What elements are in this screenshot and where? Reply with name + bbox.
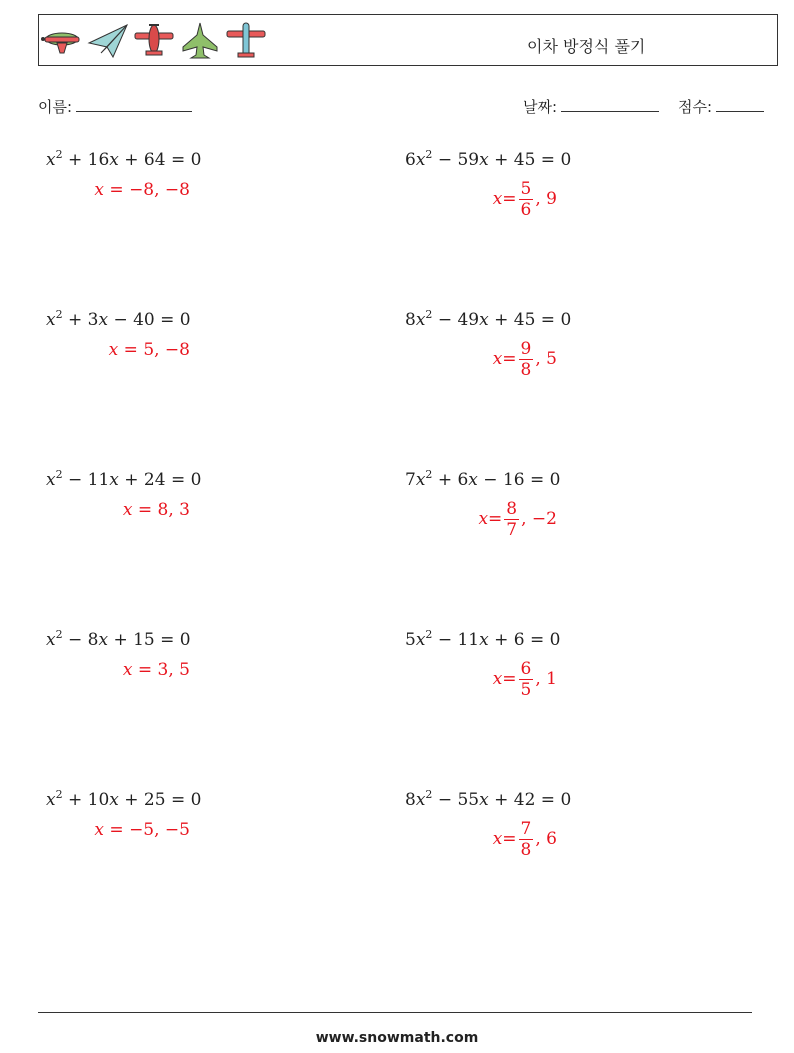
solution-rest: , −2: [521, 509, 557, 529]
solution-rest: , 9: [535, 189, 557, 209]
coefficient-b: + 10: [62, 790, 110, 810]
variable-x: x: [98, 310, 109, 330]
exponent: 2: [55, 148, 63, 161]
exponent: 2: [425, 468, 433, 481]
solution: [493, 656, 557, 702]
constant-term: − 40 = 0: [108, 310, 191, 330]
solution-equals: =: [502, 349, 517, 369]
solution-variable: x: [492, 349, 503, 369]
equation: [405, 630, 560, 650]
fraction-denominator: 7: [506, 519, 518, 540]
name-label: 이름:: [38, 98, 73, 116]
equation: [405, 790, 571, 810]
solution-variable: x: [94, 820, 104, 840]
solution-fraction: [519, 819, 534, 860]
solution-equals: =: [502, 189, 517, 209]
solution: [493, 176, 557, 222]
exponent: 2: [55, 628, 63, 641]
fraction-denominator: 6: [520, 199, 532, 220]
solution: [493, 816, 557, 862]
coefficient-a: 8: [405, 310, 416, 330]
fraction-denominator: 8: [520, 839, 532, 860]
variable-x: x: [468, 470, 478, 490]
solution: [94, 820, 190, 840]
equation: [46, 790, 201, 810]
solution-variable: x: [492, 189, 503, 209]
red-airplane-icon: [133, 21, 175, 61]
airplane-icons: [41, 21, 267, 61]
variable-x: x: [46, 310, 56, 330]
constant-term: + 15 = 0: [108, 630, 191, 650]
page-title: 이차 방정식 풀기: [527, 37, 646, 56]
coefficient-b: − 59: [432, 150, 480, 170]
solution-fraction: [519, 659, 534, 700]
equation: [405, 310, 571, 330]
solution-equals: =: [104, 820, 130, 840]
fraction-numerator: 9: [520, 338, 532, 359]
variable-x: x: [415, 470, 426, 490]
coefficient-b: + 3: [62, 310, 99, 330]
propeller-plane-icon: [41, 21, 83, 61]
footer-site: www.snowmath.com: [315, 1030, 479, 1046]
equation: [46, 470, 201, 490]
solution-variable: x: [492, 829, 503, 849]
coefficient-b: − 49: [432, 310, 480, 330]
equation: [46, 150, 201, 170]
fraction-numerator: 8: [506, 498, 518, 519]
date-label: 날짜:: [523, 98, 558, 116]
solution: [123, 500, 190, 520]
constant-term: − 16 = 0: [477, 470, 561, 490]
paper-plane-icon: [87, 21, 129, 61]
score-blank[interactable]: [716, 99, 764, 112]
variable-x: x: [46, 630, 56, 650]
solution-fraction: [519, 339, 534, 380]
coefficient-a: 7: [405, 470, 416, 490]
score-label: 점수:: [678, 98, 713, 116]
name-field: [38, 96, 192, 117]
solution-fraction: [519, 179, 534, 220]
solution-rest: , 6: [535, 829, 557, 849]
coefficient-b: − 55: [432, 790, 480, 810]
exponent: 2: [425, 788, 433, 801]
exponent: 2: [55, 308, 63, 321]
solution: [478, 496, 557, 542]
solution-variable: x: [122, 660, 133, 680]
solution: [94, 180, 190, 200]
solution-variable: x: [492, 669, 503, 689]
constant-term: + 64 = 0: [118, 150, 202, 170]
variable-x: x: [109, 790, 119, 810]
solution-equals: =: [118, 340, 144, 360]
fraction-denominator: 5: [520, 679, 532, 700]
variable-x: x: [479, 310, 489, 330]
solution: [109, 340, 190, 360]
fraction-denominator: 8: [520, 359, 532, 380]
variable-x: x: [109, 470, 119, 490]
solution-equals: =: [502, 669, 517, 689]
coefficient-b: − 8: [62, 630, 99, 650]
fraction-numerator: 7: [520, 818, 532, 839]
solution-variable: x: [94, 180, 104, 200]
solution-variable: x: [478, 509, 489, 529]
variable-x: x: [109, 150, 119, 170]
coefficient-b: + 6: [432, 470, 469, 490]
solution: [493, 336, 557, 382]
solution-equals: =: [104, 180, 130, 200]
solution-values: 5, −8: [143, 340, 190, 360]
exponent: 2: [55, 788, 63, 801]
solution: [123, 660, 190, 680]
equation: [405, 470, 560, 490]
jet-fighter-icon: [179, 21, 221, 61]
fraction-numerator: 5: [520, 178, 532, 199]
coefficient-b: − 11: [62, 470, 110, 490]
coefficient-a: 8: [405, 790, 416, 810]
variable-x: x: [479, 630, 489, 650]
variable-x: x: [415, 790, 426, 810]
solution-equals: =: [132, 660, 158, 680]
variable-x: x: [415, 630, 426, 650]
biplane-icon: [225, 21, 267, 61]
coefficient-b: + 16: [62, 150, 110, 170]
variable-x: x: [46, 470, 56, 490]
constant-term: + 6 = 0: [488, 630, 561, 650]
name-blank[interactable]: [76, 99, 192, 112]
variable-x: x: [46, 790, 56, 810]
date-blank[interactable]: [561, 99, 659, 112]
coefficient-b: − 11: [432, 630, 480, 650]
variable-x: x: [415, 310, 426, 330]
variable-x: x: [46, 150, 56, 170]
coefficient-a: 6: [405, 150, 416, 170]
constant-term: + 42 = 0: [488, 790, 572, 810]
exponent: 2: [425, 148, 433, 161]
equation: [46, 310, 191, 330]
equation: [405, 150, 571, 170]
constant-term: + 25 = 0: [118, 790, 202, 810]
solution-equals: =: [132, 500, 158, 520]
solution-equals: =: [502, 829, 517, 849]
constant-term: + 45 = 0: [488, 150, 572, 170]
solution-variable: x: [122, 500, 133, 520]
equation: [46, 630, 191, 650]
constant-term: + 45 = 0: [488, 310, 572, 330]
solution-fraction: [504, 499, 519, 540]
constant-term: + 24 = 0: [118, 470, 202, 490]
solution-variable: x: [108, 340, 119, 360]
solution-values: 3, 5: [157, 660, 190, 680]
coefficient-a: 5: [405, 630, 416, 650]
solution-values: −8, −8: [129, 180, 190, 200]
solution-values: −5, −5: [129, 820, 190, 840]
score-field: [678, 96, 764, 117]
variable-x: x: [415, 150, 426, 170]
solution-rest: , 1: [535, 669, 557, 689]
exponent: 2: [425, 628, 433, 641]
solution-values: 8, 3: [157, 500, 190, 520]
date-field: [523, 96, 659, 117]
worksheet-header: [38, 14, 778, 66]
solution-equals: =: [488, 509, 503, 529]
variable-x: x: [98, 630, 109, 650]
variable-x: x: [479, 150, 489, 170]
footer-divider: [38, 1012, 752, 1013]
exponent: 2: [55, 468, 63, 481]
fraction-numerator: 6: [520, 658, 532, 679]
exponent: 2: [425, 308, 433, 321]
variable-x: x: [479, 790, 489, 810]
solution-rest: , 5: [535, 349, 557, 369]
